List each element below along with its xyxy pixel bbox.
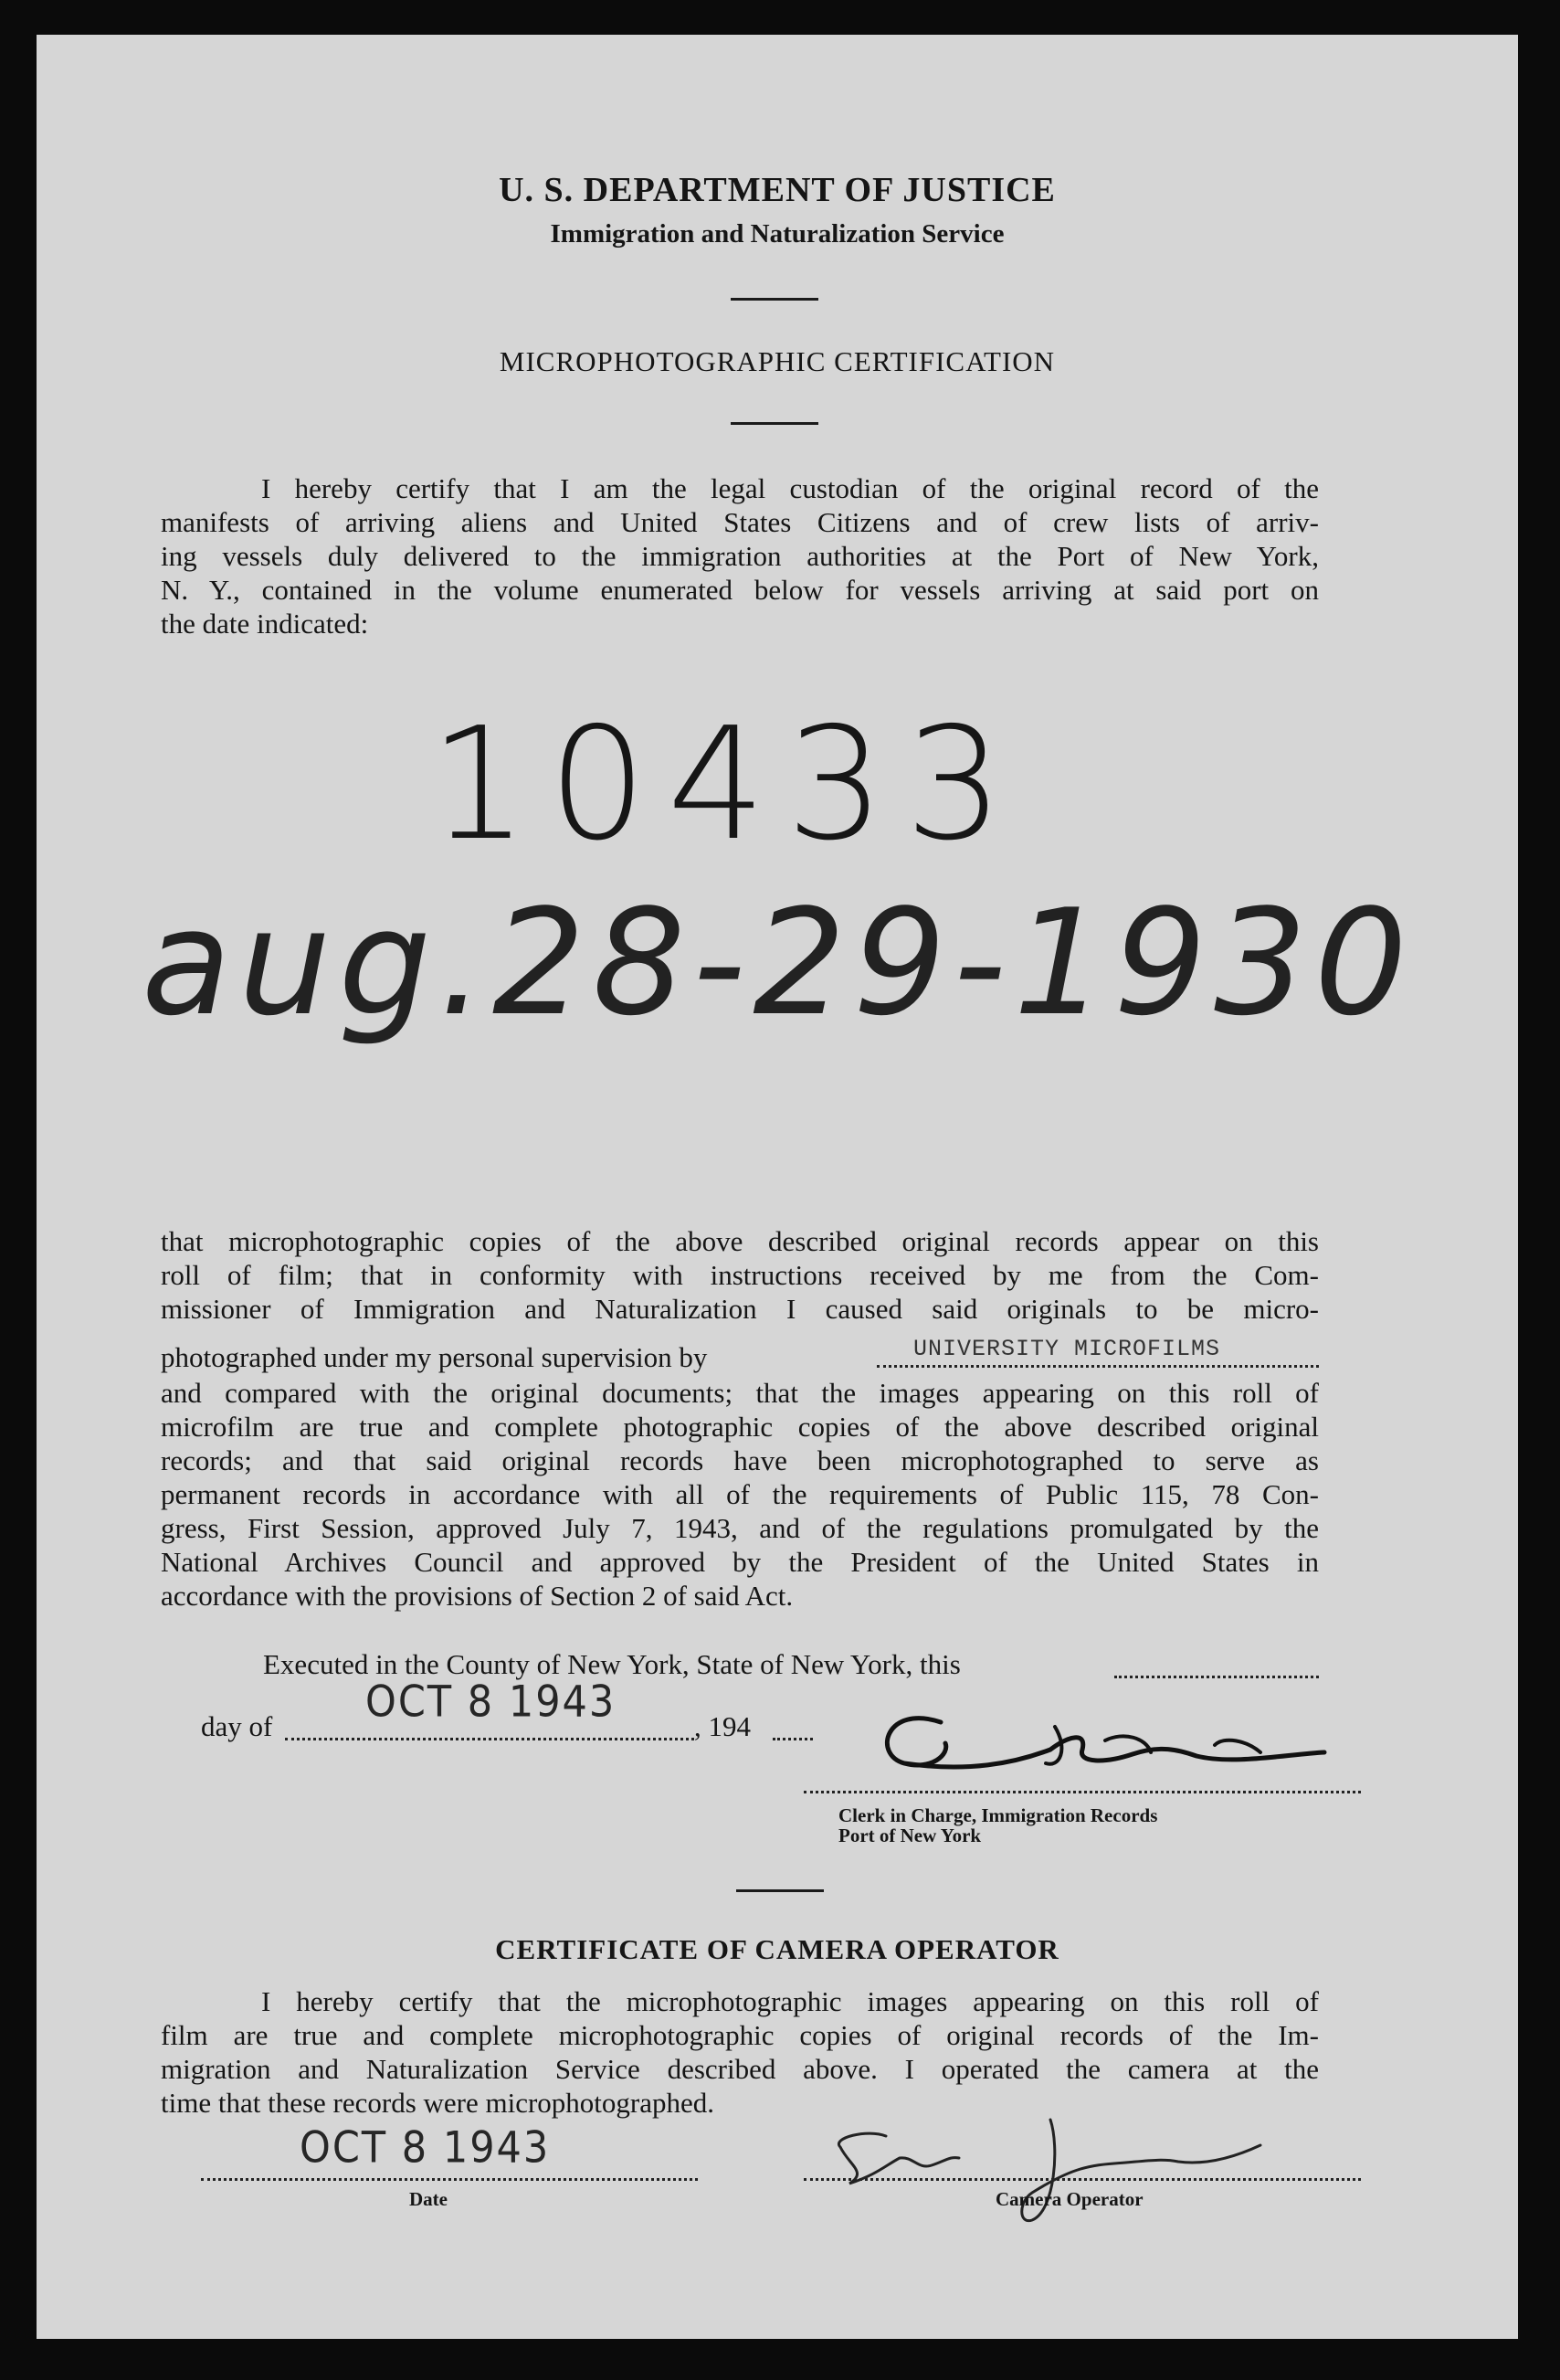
intro-line: I hereby certify that I am the legal custodian of the original record of the [261,472,1319,504]
clerk-title: Clerk in Charge, Immigration Records [838,1804,1158,1826]
body-line: National Archives Council and approved by the President of the United States in [161,1546,1319,1578]
year-line [773,1714,813,1740]
executed-text: Executed in the County of New York, State of New York, this [263,1648,961,1680]
executed-date-stamp: OCT 8 1943 [365,1677,617,1728]
header-divider [731,298,818,301]
body-paragraph [161,1224,1319,1326]
body-line: accordance with the provisions of Section 2 of said Act. [161,1580,794,1612]
operator-line: migration and Naturalization Service described above. I operated the camera at the [161,2053,1319,2085]
body-line: roll of film; that in conformity with instructions received by me from the Com- [161,1259,1319,1291]
intro-paragraph [161,471,1319,640]
service-subheading: Immigration and Naturalization Service [550,219,1005,249]
operator-line: film are true and complete microphotographic copies of original records of the Im- [161,2019,1319,2051]
clerk-signature-text: Geo. Baesner [831,1699,837,1700]
form-title: MICROPHOTOGRAPHIC CERTIFICATION [499,345,1056,377]
by-line-prefix: photographed under my personal supervision by [161,1341,708,1373]
filmed-by-typed: UNIVERSITY MICROFILMS [913,1336,1221,1362]
date-label: Date [409,2188,448,2210]
title-divider [731,422,818,425]
executed-day-line [1114,1652,1319,1678]
day-of-label: day of [201,1710,273,1742]
camera-operator-label: Camera Operator [996,2188,1144,2210]
operator-date-stamp: OCT 8 1943 [300,2122,551,2174]
body-line: gress, First Session, approved July 7, 1943, and of the regulations promulgated by the [161,1512,1319,1544]
operator-date-line [201,2158,698,2181]
body-line: records; and that said original records have been microphotographed to serve as [161,1444,1319,1476]
body-line: microfilm are true and complete photographic copies of the above described original [161,1411,1319,1443]
agency-heading: U. S. DEPARTMENT OF JUSTICE [499,171,1056,209]
body-line: that microphotographic copies of the above described original records appear on this [161,1225,1319,1257]
clerk-signature-line [804,1769,1361,1793]
intro-line: manifests of arriving aliens and United States Citizens and of crew lists of arriv- [161,506,1319,538]
year-prefix: , 194 [694,1710,751,1742]
operator-signature-line [804,2158,1361,2181]
intro-line: ing vessels duly delivered to the immigration authorities at the Port of New York, [161,540,1319,572]
body-paragraph-continued [161,1376,1319,1613]
camera-operator-heading: CERTIFICATE OF CAMERA OPERATOR [495,1933,1059,1965]
intro-line: the date indicated: [161,608,369,640]
arrival-dates-handwritten: aug.28-29-1930 [142,877,1415,1048]
section-divider [736,1889,824,1892]
body-line: missioner of Immigration and Naturalization I caused said originals to be micro- [161,1293,1319,1325]
body-line: permanent records in accordance with all of the requirements of Public 115, 78 Con- [161,1478,1319,1510]
camera-operator-paragraph [161,1984,1319,2120]
operator-signature-text: Eva Jackson [813,2101,817,2102]
operator-line: time that these records were microphotographed. [161,2087,714,2119]
body-line: and compared with the original documents; that the images appearing on this roll of [161,1377,1319,1409]
operator-line: I hereby certify that the microphotographic images appearing on this roll of [261,1985,1319,2017]
volume-number-handwritten: 10433 [429,694,1024,875]
intro-line: N. Y., contained in the volume enumerated below for vessels arriving at said port on [161,574,1319,606]
clerk-office: Port of New York [838,1825,982,1846]
